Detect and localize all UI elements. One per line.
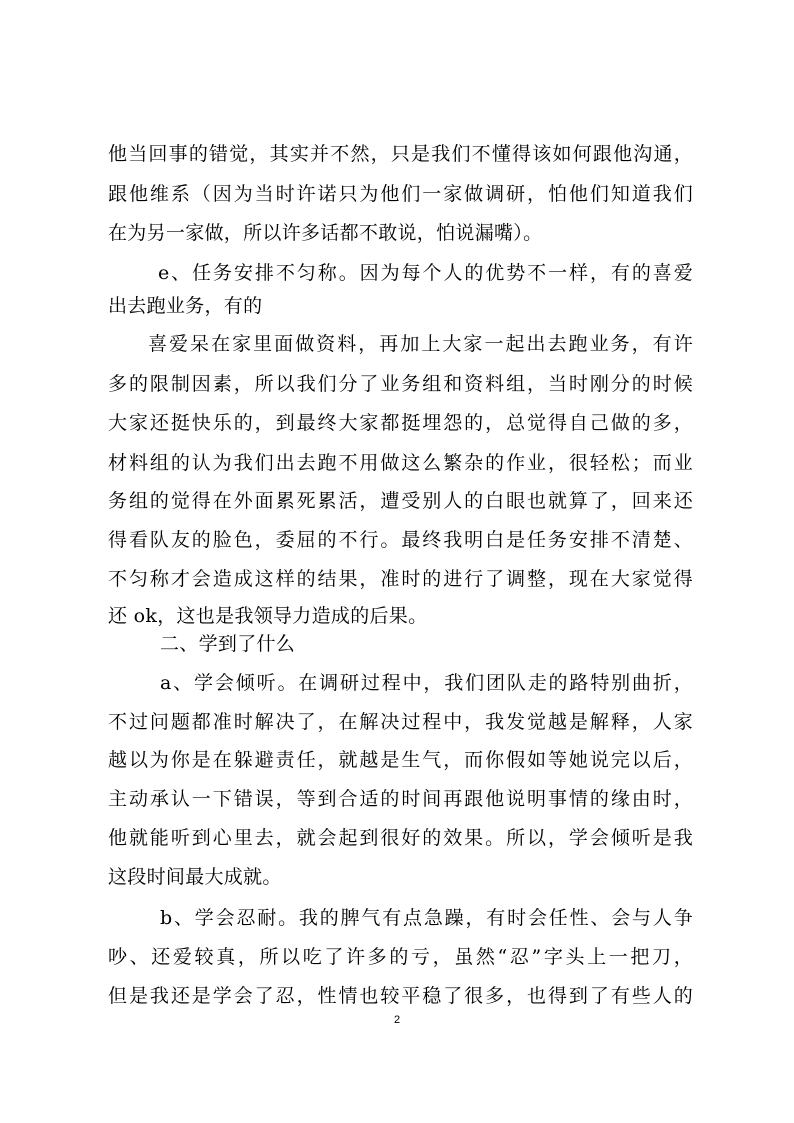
text-line: 材料组的认为我们出去跑不用做这么繁杂的作业，很轻松；而业: [108, 452, 693, 474]
text-line: 他当回事的错觉，其实并不然，只是我们不懂得该如何跟他沟通，: [108, 143, 693, 165]
text-line: 不过问题都准时解决了，在解决过程中，我发觉越是解释，人家: [108, 711, 693, 733]
paragraph-heading-a: a、学会倾听。在调研过程中，我们团队走的路特别曲折，: [160, 672, 693, 694]
section-heading: 二、学到了什么: [160, 633, 296, 655]
text-line: 多的限制因素，所以我们分了业务组和资料组，当时刚分的时候: [108, 373, 693, 395]
text-line: 不匀称才会造成这样的结果，准时的进行了调整，现在大家觉得: [108, 568, 693, 590]
text-line: 还 ok，这也是我领导力造成的后果。: [108, 605, 428, 627]
text-line: 务组的觉得在外面累死累活，遭受别人的白眼也就算了，回来还: [108, 490, 693, 512]
text-line: 他就能听到心里去，就会起到很好的效果。所以，学会倾听是我: [108, 827, 693, 849]
text-line: 喜爱呆在家里面做资料，再加上大家一起出去跑业务，有许: [148, 333, 693, 355]
text-line: 这段时间最大成就。: [108, 866, 282, 888]
text-line: 但是我还是学会了忍，性情也较平稳了很多，也得到了有些人的: [108, 985, 693, 1007]
text-line: 吵、还爱较真，所以吃了许多的亏，虽然“忍”字头上一把刀，: [108, 946, 693, 968]
paragraph-heading-b: b、学会忍耐。我的脾气有点急躁，有时会任性、会与人争: [160, 907, 693, 929]
paragraph-heading-e: e、任务安排不匀称。因为每个人的优势不一样，有的喜爱: [158, 262, 693, 284]
text-line: 越以为你是在躲避责任，就越是生气，而你假如等她说完以后，: [108, 749, 693, 771]
page-number: 2: [393, 1014, 401, 1026]
text-line: 主动承认一下错误，等到合适的时间再跟他说明事情的缘由时，: [108, 788, 693, 810]
text-line: 出去跑业务，有的: [108, 295, 263, 317]
text-line: 跟他维系（因为当时许诺只为他们一家做调研，怕他们知道我们: [108, 183, 693, 205]
text-line: 在为另一家做，所以许多话都不敢说，怕说漏嘴）。: [108, 222, 543, 244]
text-line: 大家还挺快乐的，到最终大家都挺埋怨的，总觉得自己做的多，: [108, 412, 693, 434]
text-line: 得看队友的脸色，委屈的不行。最终我明白是任务安排不清楚、: [108, 529, 693, 551]
